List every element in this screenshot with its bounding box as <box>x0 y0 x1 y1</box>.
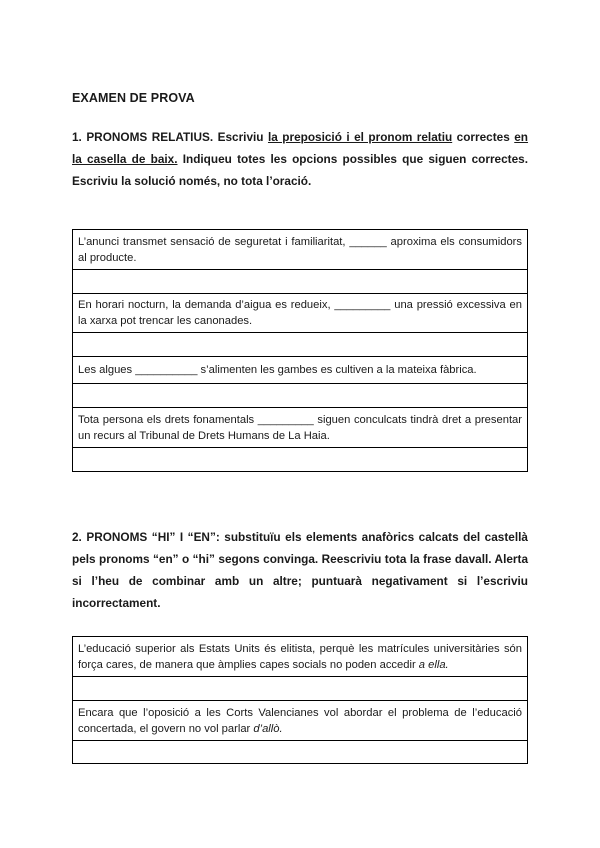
question-2-2 <box>73 701 528 741</box>
answer-box-1-2[interactable] <box>73 333 528 357</box>
section-1-underline-a: la preposició i el pronom relatiu <box>267 130 453 144</box>
section-1-table <box>72 229 528 472</box>
question-2-2-italic: d’allò. <box>253 722 283 735</box>
question-1-4: Tota persona els drets fonamentals _________ siguen conculcats tindrà dret a presentar un recurs al Tribunal de Drets Humans de La Haia. <box>73 408 528 448</box>
question-2-2-text: Encara que l’oposició a les Corts Valencianes vol abordar el problema de l’educació concertada, el govern no vol parlar <box>78 706 522 735</box>
section-2-text: substituïu els elements anafòrics calcats del castellà pels pronoms “en” o “hi” segons convinga. Reescriviu tota la frase davall. Alerta si l’heu de combinar amb un altre; puntuarà negativament si l’escriviu incorrectament. <box>72 530 528 610</box>
answer-box-1-1[interactable] <box>73 270 528 294</box>
section-2-heading: PRONOMS “HI” I “EN”: <box>86 530 220 544</box>
answer-box-1-3[interactable] <box>73 384 528 408</box>
answer-box-2-1[interactable] <box>73 677 528 701</box>
section-2-number: 2. <box>72 530 82 544</box>
question-1-2: En horari nocturn, la demanda d’aigua es redueix, _________ una pressió excessiva en la xarxa pot trencar les canonades. <box>73 294 528 333</box>
section-1-underline-b: en la casella de baix. <box>72 130 529 166</box>
question-2-1-text: L’educació superior als Estats Units és elitista, perquè les matrícules universitàries són força cares, de manera que àmplies capes socials no poden accedir <box>78 642 522 671</box>
section-2-instructions <box>72 526 528 614</box>
section-1-instructions <box>72 126 528 192</box>
section-2-table <box>72 636 528 764</box>
answer-box-1-4[interactable] <box>73 448 528 472</box>
section-1-text-a: Escriviu <box>217 130 264 144</box>
section-1-heading: PRONOMS RELATIUS. <box>86 130 214 144</box>
question-2-1 <box>73 637 528 677</box>
question-1-3: Les algues __________ s’alimenten les gambes es cultiven a la mateixa fàbrica. <box>73 357 528 384</box>
answer-box-2-2[interactable] <box>73 741 528 764</box>
section-1-text-b: correctes <box>456 130 510 144</box>
question-2-1-italic: a ella. <box>418 658 449 671</box>
section-1-number: 1. <box>72 130 82 144</box>
section-1-text-c: Indiqueu totes les opcions possibles que siguen correctes. Escriviu la solució només, no tota l’oració. <box>72 152 528 188</box>
page-title: EXAMEN DE PROVA <box>72 91 195 105</box>
question-1-1: L’anunci transmet sensació de seguretat i familiaritat, ______ aproxima els consumidors al producte. <box>73 230 528 270</box>
